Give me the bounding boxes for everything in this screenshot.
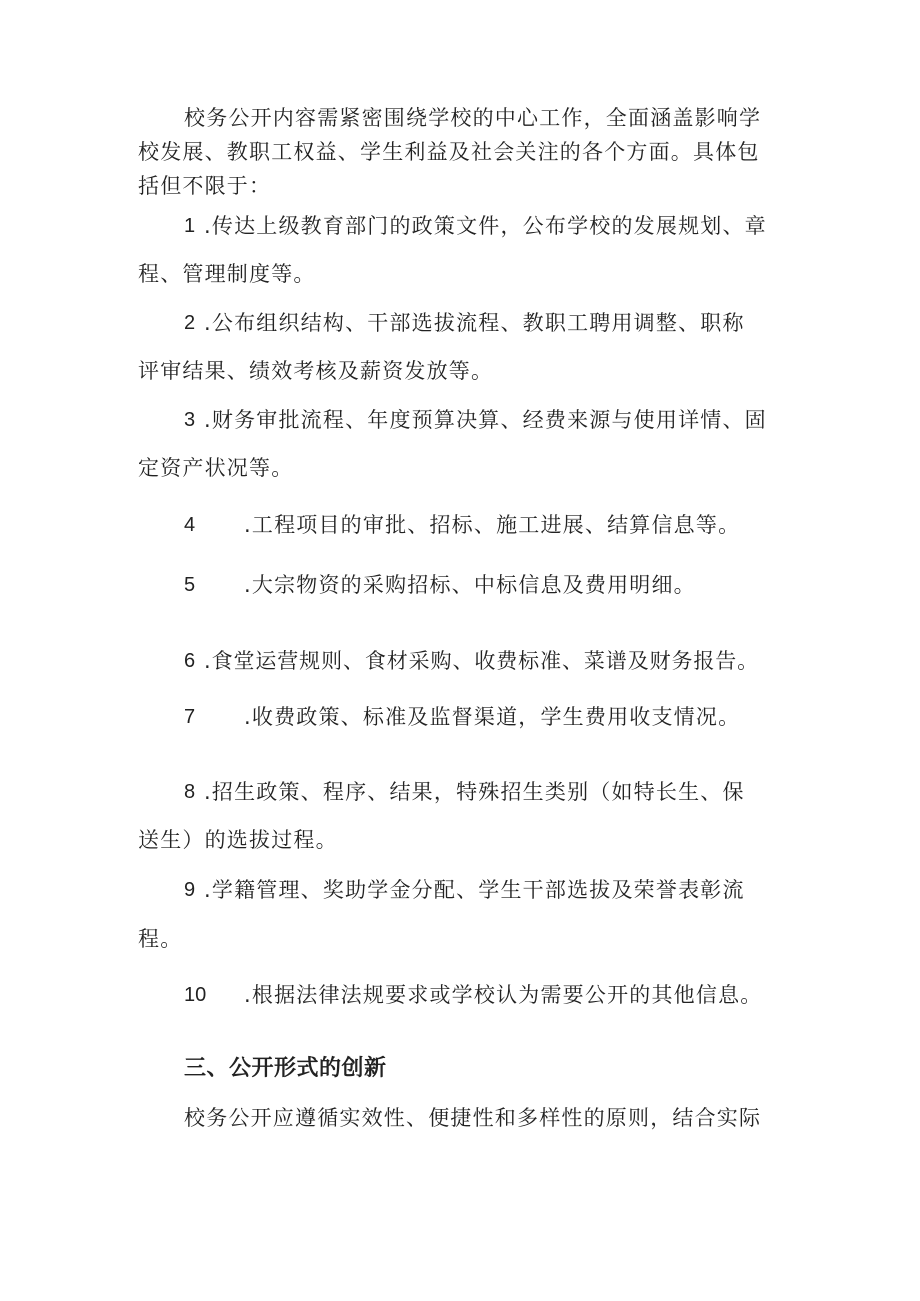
item-number: 3 (184, 409, 196, 431)
item-text: .财务审批流程、年度预算决算、经费来源与使用详情、固 (204, 408, 767, 432)
item-text: .工程项目的审批、招标、施工进展、结算信息等。 (244, 513, 741, 537)
item-text: .招生政策、程序、结果，特殊招生类别（如特长生、保 (204, 780, 745, 804)
item-text-continued: 程。 (138, 927, 183, 951)
section-paragraph-line-1: 校务公开应遵循实效性、便捷性和多样性的原则，结合实际 (184, 1106, 762, 1130)
item-number: 4 (184, 514, 196, 536)
item-text: .食堂运营规则、食材采购、收费标准、菜谱及财务报告。 (204, 649, 760, 673)
item-number: 5 (184, 574, 196, 596)
item-text-continued: 送生）的选拔过程。 (138, 828, 338, 852)
item-text-continued: 程、管理制度等。 (138, 262, 316, 286)
item-number: 9 (184, 879, 196, 901)
item-number: 7 (184, 706, 196, 728)
item-number: 2 (184, 312, 196, 334)
intro-line-2: 校发展、教职工权益、学生利益及社会关注的各个方面。具体包 (138, 140, 760, 164)
item-number: 1 (184, 215, 196, 237)
intro-line-1: 校务公开内容需紧密围绕学校的中心工作，全面涵盖影响学 (184, 106, 762, 130)
section-heading: 三、公开形式的创新 (184, 1056, 387, 1081)
item-number: 6 (184, 650, 196, 672)
item-text: .学籍管理、奖助学金分配、学生干部选拔及荣誉表彰流 (204, 878, 745, 902)
item-number: 8 (184, 781, 196, 803)
item-text: .大宗物资的采购招标、中标信息及费用明细。 (244, 573, 696, 597)
item-text: .根据法律法规要求或学校认为需要公开的其他信息。 (244, 983, 763, 1007)
item-text: .传达上级教育部门的政策文件，公布学校的发展规划、章 (204, 214, 767, 238)
intro-line-3: 括但不限于： (138, 174, 272, 198)
item-text-continued: 评审结果、绩效考核及薪资发放等。 (138, 359, 494, 383)
item-text: .公布组织结构、干部选拔流程、教职工聘用调整、职称 (204, 311, 745, 335)
item-text: .收费政策、标准及监督渠道，学生费用收支情况。 (244, 705, 741, 729)
item-text-continued: 定资产状况等。 (138, 456, 294, 480)
item-number: 10 (184, 984, 207, 1006)
